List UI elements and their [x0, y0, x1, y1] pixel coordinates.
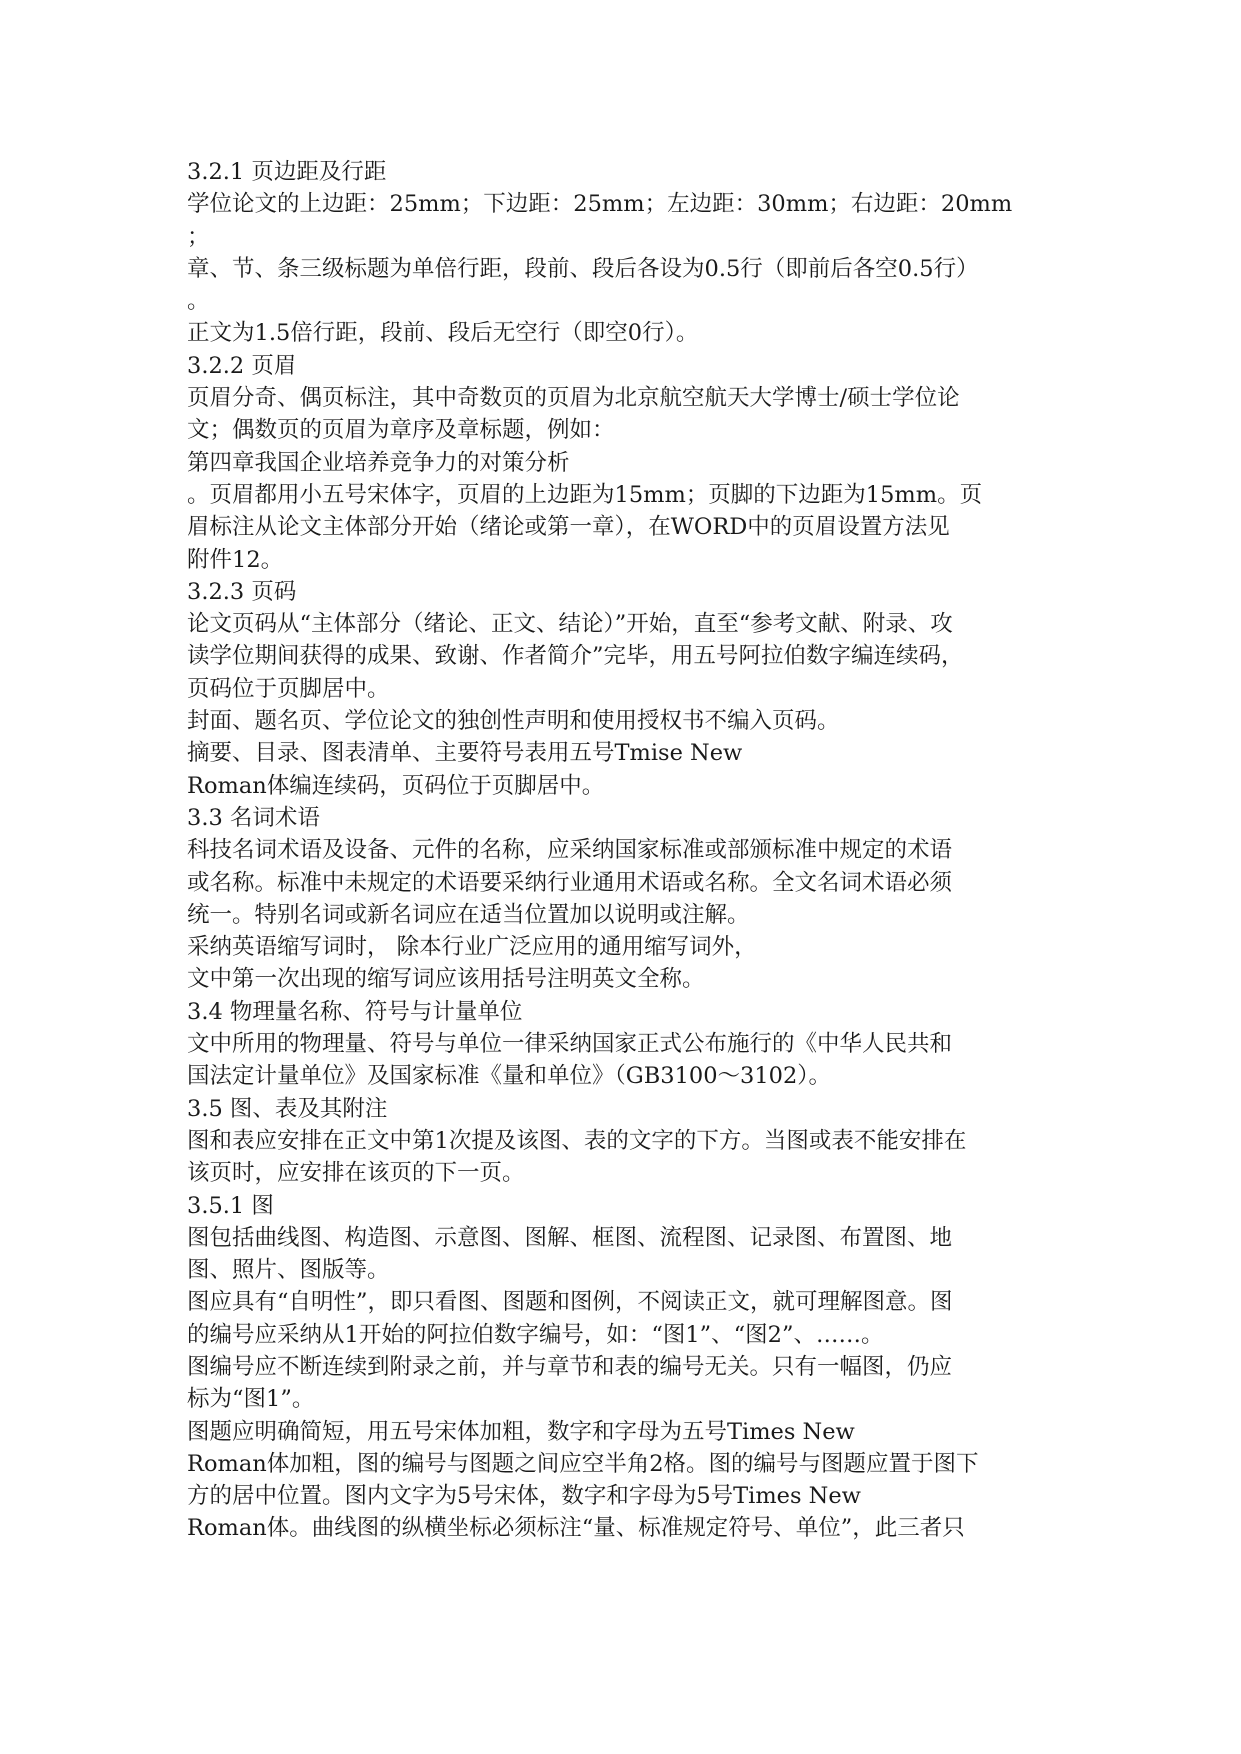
- heading-3-2-2: 3.2.2 页眉: [187, 352, 297, 379]
- text-line: Roman体编连续码，页码位于页脚居中。: [187, 772, 605, 799]
- document-body: [187, 156, 1067, 1545]
- text-line: 文；偶数页的页眉为章序及章标题，例如：: [187, 417, 615, 444]
- text-line: 或名称。标准中未规定的术语要采纳行业通用术语或名称。全文名词术语必须: [187, 869, 953, 896]
- text-line: 封面、题名页、学位论文的独创性声明和使用授权书不编入页码。: [187, 708, 840, 735]
- text-line: 的编号应采纳从1开始的阿拉伯数字编号，如：“图1”、“图2”、……。: [187, 1321, 884, 1348]
- heading-3-2-1: 3.2.1 页边距及行距: [187, 159, 387, 185]
- text-line: 。页眉都用小五号宋体字，页眉的上边距为15mm；页脚的下边距为15mm。页: [187, 481, 983, 508]
- text-line: 文中第一次出现的缩写词应该用括号注明英文全称。: [187, 966, 705, 993]
- text-line: 页码位于页脚居中。: [187, 675, 390, 702]
- text-line: 正文为1.5倍行距，段前、段后无空行（即空0行）。: [187, 320, 699, 347]
- text-line: 。: [187, 288, 210, 315]
- heading-3-5: 3.5 图、表及其附注: [187, 1095, 388, 1122]
- text-line: 页眉分奇、偶页标注，其中奇数页的页眉为北京航空航天大学博士/硕士学位论: [187, 385, 960, 412]
- text-line: 眉标注从论文主体部分开始（绪论或第一章），在WORD中的页眉设置方法见: [187, 514, 950, 541]
- text-line: 采纳英语缩写词时， 除本行业广泛应用的通用缩写词外，: [187, 934, 757, 961]
- text-line: 科技名词术语及设备、元件的名称，应采纳国家标准或部颁标准中规定的术语: [187, 837, 953, 864]
- text-line: 方的居中位置。图内文字为5号宋体，数字和字母为5号Times New: [187, 1483, 861, 1510]
- heading-3-4: 3.4 物理量名称、符号与计量单位: [187, 998, 523, 1025]
- text-line: 该页时，应安排在该页的下一页。: [187, 1160, 525, 1187]
- text-line: 图编号应不断连续到附录之前，并与章节和表的编号无关。只有一幅图，仍应: [187, 1353, 953, 1380]
- text-line: 图、照片、图版等。: [187, 1257, 390, 1284]
- text-line: 图题应明确简短，用五号宋体加粗，数字和字母为五号Times New: [187, 1418, 855, 1445]
- text-line: 文中所用的物理量、符号与单位一律采纳国家正式公布施行的《中华人民共和: [187, 1031, 953, 1058]
- heading-3-5-1: 3.5.1 图: [187, 1192, 274, 1219]
- text-line: 国法定计量单位》及国家标准《量和单位》（GB3100～3102）。: [187, 1063, 832, 1090]
- heading-3-3: 3.3 名词术语: [187, 804, 320, 831]
- text-line: 章、节、条三级标题为单倍行距，段前、段后各设为0.5行（即前后各空0.5行）: [187, 255, 979, 282]
- heading-3-2-3: 3.2.3 页码: [187, 578, 297, 605]
- text-line: 标为“图1”。: [187, 1386, 315, 1413]
- text-line: 读学位期间获得的成果、致谢、作者简介”完毕，用五号阿拉伯数字编连续码，: [187, 643, 964, 670]
- text-line: 统一。特别名词或新名词应在适当位置加以说明或注解。: [187, 901, 750, 928]
- text-line: ；: [187, 223, 210, 250]
- text-line: Roman体加粗，图的编号与图题之间应空半角2格。图的编号与图题应置于图下: [187, 1450, 979, 1477]
- text-line: 摘要、目录、图表清单、主要符号表用五号Tmise New: [187, 740, 743, 767]
- text-line: 学位论文的上边距：25mm；下边距：25mm；左边距：30mm；右边距：20mm: [187, 191, 1013, 218]
- text-line: 附件12。: [187, 546, 284, 573]
- text-line: 论文页码从“主体部分（绪论、正文、结论）”开始，直至“参考文献、附录、攻: [187, 611, 953, 638]
- text-line: 图应具有“自明性”，即只看图、图题和图例，不阅读正文，就可理解图意。图: [187, 1289, 953, 1316]
- text-line: 图和表应安排在正文中第1次提及该图、表的文字的下方。当图或表不能安排在: [187, 1127, 967, 1154]
- text-line: 第四章我国企业培养竞争力的对策分析: [187, 449, 570, 476]
- text-line: 图包括曲线图、构造图、示意图、图解、框图、流程图、记录图、布置图、地: [187, 1224, 953, 1251]
- text-line: Roman体。曲线图的纵横坐标必须标注“量、标准规定符号、单位”，此三者只: [187, 1515, 965, 1542]
